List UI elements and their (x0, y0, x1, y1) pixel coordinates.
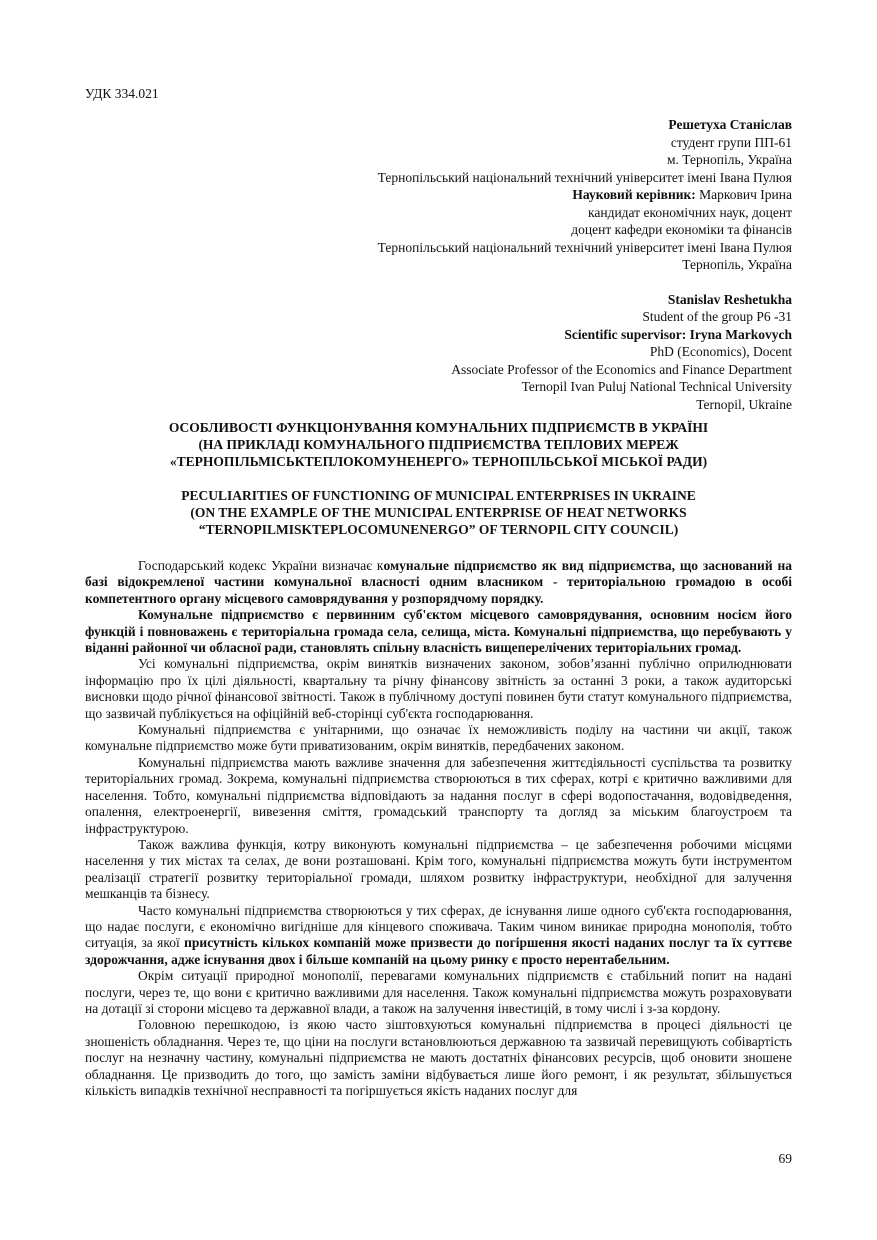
author-block (378, 116, 792, 413)
supervisor-label-ua: Науковий керівник: (572, 187, 696, 202)
paragraph: Головною перешкодою, із якою часто зіштовхуються комунальні підприємства в процесі діяльності це зношеність обладнання. Через те, що ціни на послуги встановлюються державною та зазвичай перевищують собівартість послуг на незначну частину, комунальні підприємства не мають достатніх фінансових ресурсів, щоб оновити зношене обладнання. Це призводить до того, що замість заміни відбувається лише його ремонт, і як результат, збільшується кількість випадків технічної несправності та погіршується якість наданих послуг для (85, 1017, 792, 1098)
title-en (85, 487, 792, 538)
paragraph-bold-text: присутність кількох компаній може призвести до погіршення якості наданих послуг та їх суттєве здорожчання, адже існування двох і більше компаній на цьому ринку є просто нерентабельним. (85, 935, 792, 967)
supervisor-name-ua: Маркович Ірина (695, 187, 792, 202)
paragraph (85, 558, 792, 607)
author-university-ua: Тернопільський національний технічний університет імені Івана Пулюя (377, 169, 792, 185)
author-group-en: Student of the group P6 -31 (642, 309, 792, 324)
page-number: 69 (778, 1151, 792, 1166)
supervisor-position-en: Associate Professor of the Economics and Finance Department (451, 361, 792, 377)
paragraph: Окрім ситуації природної монополії, перевагами комунальних підприємств є стабільний попит на надані послуги, через те, що вони є критично важливими для населення. Також комунальні підприємства можуть розраховувати на дотації зі сторони місцево та державної влади, а також на залучення інвестицій, в тому числі і з-за кордону. (85, 968, 792, 1016)
title-en-line: PECULIARITIES OF FUNCTIONING OF MUNICIPAL ENTERPRISES IN UKRAINE (181, 488, 696, 503)
body-text (85, 558, 792, 1099)
supervisor-university-ua: Тернопільський національний технічний університет імені Івана Пулюя (377, 239, 792, 255)
title-en-line: “TERNOPILMISKTEPLOCOMUNENERGO” OF TERNOPIL CITY COUNCIL) (198, 522, 679, 537)
author-name-en: Stanislav Reshetukha (667, 291, 792, 307)
title-ua-line: ОСОБЛИВОСТІ ФУНКЦІОНУВАННЯ КОМУНАЛЬНИХ ПІДПРИЄМСТВ В УКРАЇНІ (168, 420, 709, 435)
supervisor-degree-en: PhD (Economics), Docent (649, 344, 792, 359)
paragraph: Комунальні підприємства є унітарними, що означає їх неможливість поділу на частини чи акції, також комунальне підприємство може бути приватизованим, окрім винятків, передбачених законом. (85, 722, 792, 754)
supervisor-position-ua: доцент кафедри економіки та фінансів (571, 222, 792, 237)
title-en-line: (ON THE EXAMPLE OF THE MUNICIPAL ENTERPRISE OF HEAT NETWORKS (190, 505, 687, 520)
supervisor-line-en: Scientific supervisor: Iryna Markovych (564, 326, 792, 342)
paragraph-text: Господарський кодекс України визначає к (138, 558, 384, 573)
author-group-ua: студент групи ПП-61 (670, 134, 792, 150)
paragraph-text: Часто комунальні підприємства створюються у тих сферах, де існування лише одного суб'єкта господарювання, що надає послуги, є економічно вигідніше для кінцевого споживача. Таким чином виникає природна монополія, тобто ситуація, за якої (85, 902, 792, 951)
supervisor-university-en: Ternopil Ivan Puluj National Technical University (521, 379, 792, 394)
paragraph: Усі комунальні підприємства, окрім винятків визначених законом, зобов’язанні публічно оприлюднювати інформацію про їх цілі діяльності, квартальну та річну фінансову звітність за останні 3 роки, а також аудиторські висновки щодо річної фінансової звітності. Також в публічному доступі повинен бути статут комунального підприємства, що зазвичай публікується на офіційній веб-сторінці суб'єкта господарювання. (85, 656, 792, 721)
title-ua-line: «ТЕРНОПІЛЬМІСЬКТЕПЛОКОМУНЕНЕРГО» ТЕРНОПІЛЬСЬКОЇ МІСЬКОЇ РАДИ) (169, 454, 708, 469)
paragraph: Також важлива функція, котру виконують комунальні підприємства – це забезпечення робочими місцями населення у тих містах та селах, де вони розташовані. Крім того, комунальні підприємства можуть бути інструментом реалізації стратегії розвитку територіальної громади, шляхом розвитку інфраструктури, необхідної для залучення мешканців та бізнесу. (85, 836, 792, 902)
supervisor-line-ua (378, 186, 792, 204)
author-city-ua: м. Тернопіль, Україна (666, 152, 792, 167)
author-name-ua: Решетуха Станіслав (668, 117, 792, 132)
paragraph (85, 903, 792, 969)
udc-code: УДК 334.021 (85, 86, 159, 101)
paragraph-bold-text: омунальне підприємство як вид підприємства, що заснований на базі відокремленої частини комунальної власності одним власником - територіальною громадою в особі компетентного органу місцевого самоврядування у розпорядчому порядку. (85, 558, 792, 606)
supervisor-city-ua: Тернопіль, Україна (682, 257, 792, 272)
title-ua-line: (НА ПРИКЛАДІ КОМУНАЛЬНОГО ПІДПРИЄМСТВА ТЕПЛОВИХ МЕРЕЖ (198, 437, 679, 452)
supervisor-degree-ua: кандидат економічних наук, доцент (588, 204, 792, 220)
paragraph: Комунальне підприємство є первинним суб'єктом місцевого самоврядування, основним носієм його функцій і повноважень є територіальна громада села, селища, міста. Комунальні підприємства, що перебувають у віданні районної чи обласної ради, становлять спільну власність вищеперелічених територіальних громад. (85, 607, 792, 656)
title-ua (85, 419, 792, 470)
supervisor-city-en: Ternopil, Ukraine (696, 396, 792, 412)
paragraph: Комунальні підприємства мають важливе значення для забезпечення життєдіяльності суспільства та розвитку територіальних громад. Зокрема, комунальні підприємства створюються в тих сферах, котрі є критично важливими для населення. Тобто, комунальні підприємства відповідають за надання послуг в сфері водопостачання, водовідведення, опалення, електроенергії, вивезення сміття, громадський транспорту та догляд за міським благоустроєм та інфраструктурою. (85, 754, 792, 836)
